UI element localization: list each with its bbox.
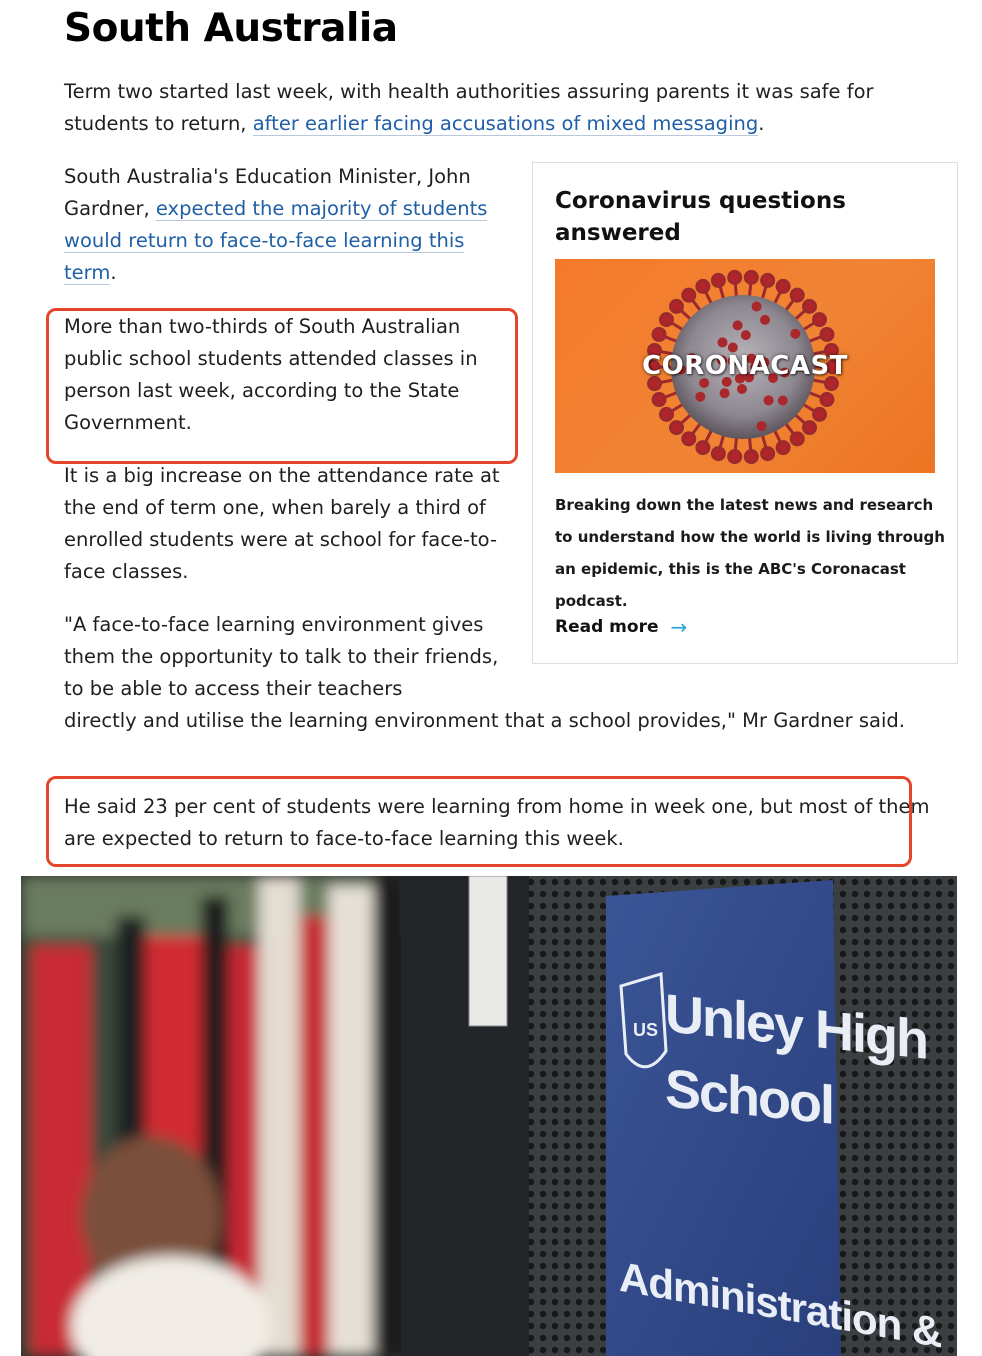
section-heading: South Australia bbox=[64, 6, 398, 51]
gardner-quote-paragraph: "A face-to-face learning environment gives them the opportunity to talk to their friends, to be able to access their teachers bbox=[64, 613, 499, 700]
sign-line-3: Administration & bbox=[619, 1252, 942, 1356]
home-learning-paragraph: He said 23 per cent of students were learning from home in week one, but most of them are expected to return to face-to-face learning this week. bbox=[64, 795, 930, 850]
read-more-label: Read more bbox=[555, 617, 659, 637]
attendance-increase-paragraph: It is a big increase on the attendance rate at the end of term one, when barely a third of enrolled students were at school for face-to-face classes. bbox=[64, 464, 500, 583]
gardner-quote-continued: directly and utilise the learning environment that a school provides," Mr Gardner said. bbox=[64, 709, 905, 732]
coronavirus-sidebar-card bbox=[532, 162, 958, 664]
coronacast-label: CORONACAST bbox=[642, 351, 848, 381]
school-sign-photo bbox=[21, 876, 957, 1356]
majority-return-link[interactable]: expected the majority of students would return to face-to-face learning this term bbox=[64, 197, 488, 284]
mixed-messaging-link[interactable]: after earlier facing accusations of mixed messaging bbox=[252, 112, 759, 135]
sign-line-1: Unley High bbox=[665, 983, 928, 1071]
minister-paragraph: South Australia's Education Minister, John Gardner, expected the majority of students would return to face-to-face learning this term. bbox=[64, 165, 488, 284]
arrow-right-icon: → bbox=[670, 615, 688, 639]
intro-paragraph: Term two started last week, with health authorities assuring parents it was safe for students to return, after earlier facing accusations of mixed messaging. bbox=[64, 80, 874, 135]
highlight-box-home-learning bbox=[46, 776, 912, 867]
sign-line-2: School bbox=[665, 1058, 834, 1136]
svg-text:US: US bbox=[633, 1020, 659, 1040]
intro-text: Term two started last week, with health authorities assuring parents it was safe for students to return, bbox=[64, 80, 874, 135]
highlight-box-two-thirds bbox=[46, 308, 518, 464]
minister-text: South Australia's Education Minister, John Gardner, bbox=[64, 165, 471, 220]
coronacast-image[interactable] bbox=[555, 259, 935, 473]
sidebar-title: Coronavirus questions answered bbox=[555, 188, 846, 246]
sidebar-description: Breaking down the latest news and research to understand how the world is living through an epidemic, this is the ABC's Coronacast podcast. bbox=[555, 496, 945, 610]
two-thirds-paragraph: More than two-thirds of South Australian public school students attended classes in person last week, according to the State Government. bbox=[64, 315, 478, 434]
read-more-link[interactable] bbox=[555, 615, 687, 639]
